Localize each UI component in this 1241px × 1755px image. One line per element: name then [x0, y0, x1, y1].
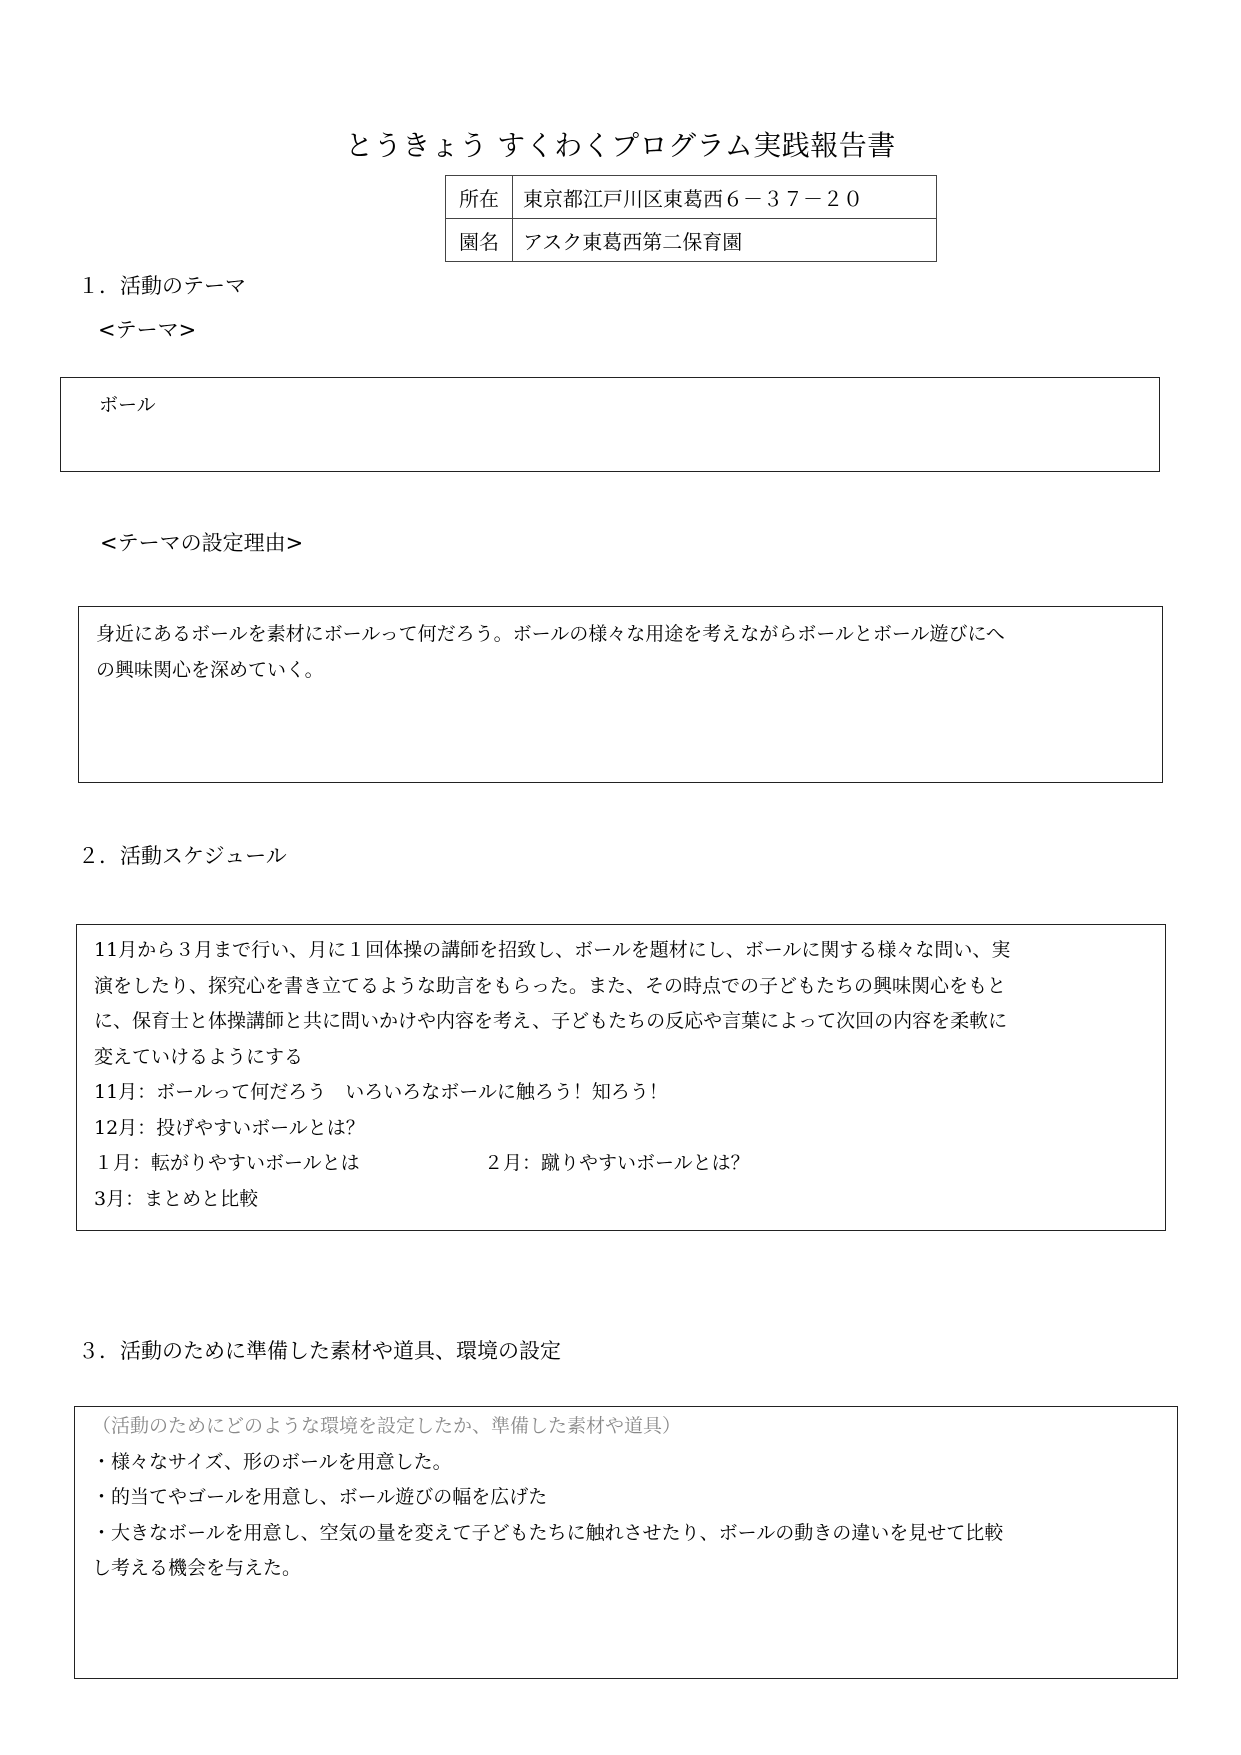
- facility-info-table: [445, 175, 937, 262]
- location-row: [446, 176, 937, 219]
- schedule-line: 演をしたり、探究心を書き立てるような助言をもらった。また、その時点での子どもたちの興味関心をもと: [94, 974, 1007, 997]
- schedule-line-jan-feb: [94, 1146, 1010, 1182]
- reason-box: [78, 606, 1163, 783]
- schedule-line-march: 3月：まとめと比較: [94, 1187, 259, 1210]
- schedule-january: １月：転がりやすいボールとは: [94, 1152, 360, 1174]
- facility-name-row: [446, 219, 937, 262]
- materials-text: [92, 1409, 1003, 1587]
- materials-box: [74, 1406, 1178, 1679]
- materials-line: ・的当てやゴールを用意し、ボール遊びの幅を広げた: [92, 1486, 548, 1508]
- schedule-line: 12月：投げやすいボールとは？: [94, 1116, 365, 1139]
- materials-line: ・大きなボールを用意し、空気の量を変えて子どもたちに触れさせたり、ボールの動きの違いを見せて比較: [92, 1521, 1004, 1544]
- reason-line: の興味関心を深めていく。: [96, 658, 324, 681]
- materials-hint: （活動のためにどのような環境を設定したか、準備した素材や道具）: [92, 1415, 682, 1437]
- reason-label: <テーマの設定理由>: [100, 531, 304, 555]
- schedule-line: に、保育士と体操講師と共に問いかけや内容を考え、子どもたちの反応や言葉によって次回の内容を柔軟に: [94, 1010, 1008, 1032]
- reason-text: [96, 617, 1005, 688]
- section3-heading: ３．活動のために準備した素材や道具、環境の設定: [78, 1339, 561, 1363]
- theme-value: ボール: [99, 394, 156, 416]
- schedule-line: 11月：ボールって何だろう いろいろなボールに触ろう！知ろう！: [94, 1081, 668, 1103]
- section1-heading: １．活動のテーマ: [78, 274, 246, 298]
- schedule-line: 変えていけるようにする: [94, 1045, 304, 1068]
- materials-line: ・様々なサイズ、形のボールを用意した。: [92, 1450, 452, 1473]
- schedule-line: 11月から３月まで行い、月に１回体操の講師を招致し、ボールを題材にし、ボールに関する様々な問い、実: [94, 939, 1011, 961]
- theme-label: <テーマ>: [98, 318, 197, 342]
- facility-name-label: 園名: [446, 219, 513, 262]
- location-value: 東京都江戸川区東葛西６－３７－２０: [513, 176, 937, 219]
- section2-heading: ２．活動スケジュール: [78, 844, 287, 868]
- schedule-text: [94, 933, 1010, 1217]
- theme-box: [60, 377, 1160, 472]
- schedule-box: [76, 924, 1166, 1231]
- page-title: とうきょう すくわくプログラム実践報告書: [345, 129, 896, 162]
- schedule-february: ２月：蹴りやすいボールとは？: [484, 1152, 750, 1174]
- reason-line: 身近にあるボールを素材にボールって何だろう。ボールの様々な用途を考えながらボールとボール遊びにへ: [96, 623, 1005, 645]
- materials-line: し考える機会を与えた。: [92, 1557, 302, 1579]
- location-label: 所在: [446, 176, 513, 219]
- facility-name-value: アスク東葛西第二保育園: [513, 219, 937, 262]
